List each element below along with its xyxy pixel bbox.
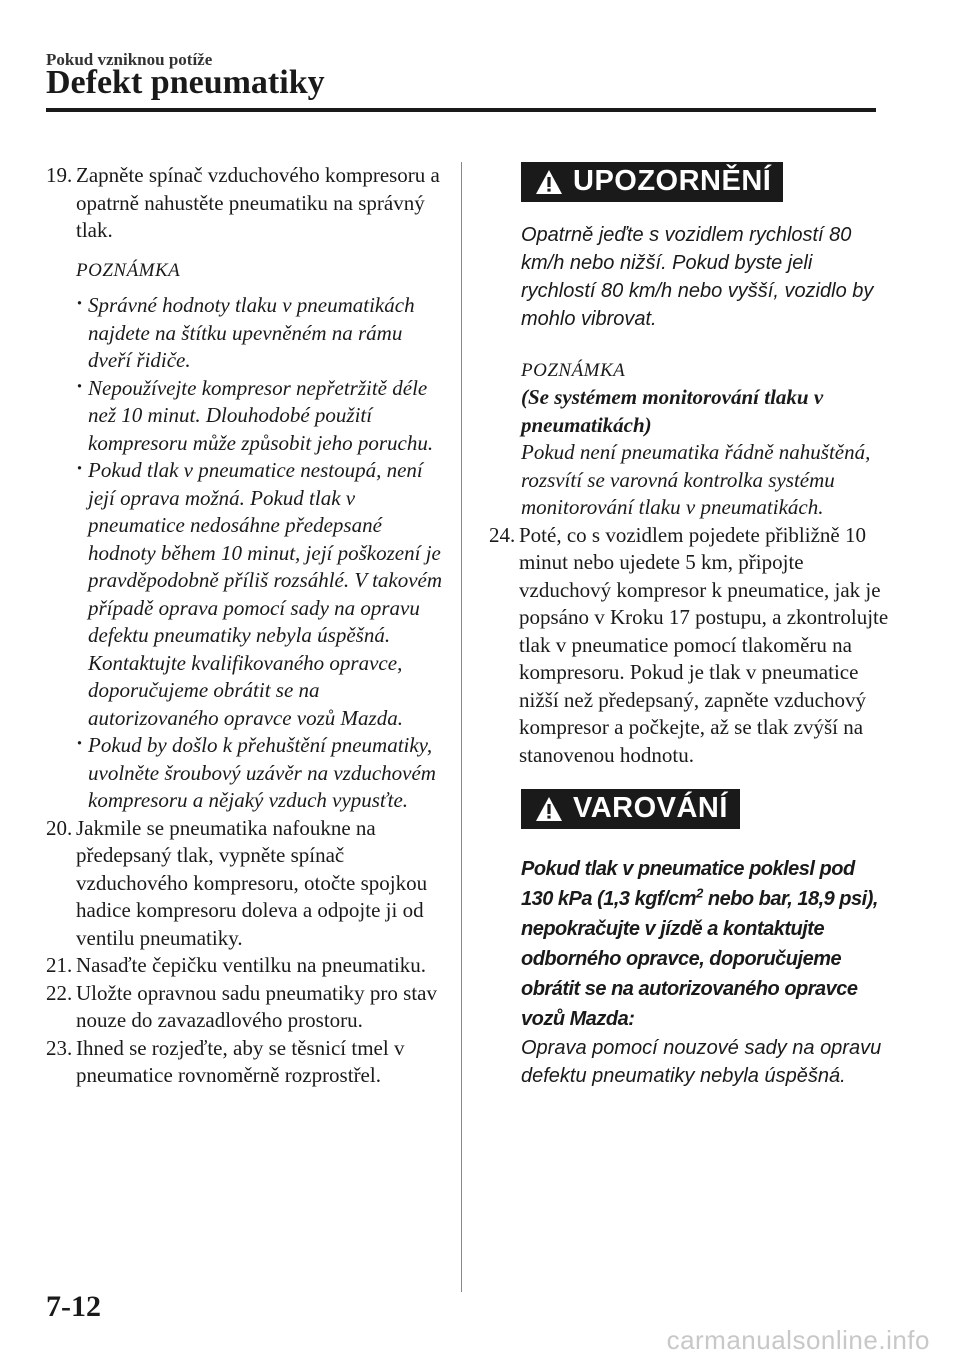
step-text: Ihned se rozjeďte, aby se těsnicí tmel v pneumatice rovnoměrně rozprostřel. bbox=[76, 1035, 405, 1087]
warning-superscript: 2 bbox=[696, 884, 703, 900]
step-text: Uložte opravnou sadu pneumatiky pro stav nouze do zavazadlového prostoru. bbox=[76, 980, 437, 1032]
warning-label: VAROVÁNÍ bbox=[573, 792, 728, 825]
step-text: Jakmile se pneumatika nafoukne na předepsaný tlak, vypněte spínač vzduchového kompresoru, otočte spojkou hadice kompresoru doleva a odpojte ji od ventilu pneumatiky. bbox=[76, 815, 428, 950]
warning-text: Oprava pomocí nouzové sady na opravu defektu pneumatiky nebyla úspěšná. bbox=[521, 1036, 882, 1087]
warning-triangle-icon bbox=[535, 169, 563, 195]
step-text: Poté, co s vozidlem pojedete přibližně 10 minut nebo ujedete 5 km, připojte vzduchový kompresor k pneumatice, jak je popsáno v Kroku 17 postupu, a zkontrolujte tlak v pneumatice pomocí tlakoměru na kompresoru. Pokud je tlak v pneumatice nižší než předepsaný, zapněte vzduchový kompresor a počkejte, až se tlak zvýší na stanovenou hodnotu. bbox=[519, 522, 889, 767]
note-block bbox=[46, 257, 444, 815]
step-20 bbox=[46, 815, 444, 953]
step-23 bbox=[46, 1035, 444, 1090]
step-number: 19. bbox=[46, 163, 73, 187]
warning-bold-part-b: nebo bar, 18,9 psi), nepokračujte v jízdě a kontaktujte odborného opravce, doporučujeme obrátit se na autorizovaného opravce vozů Mazda: bbox=[521, 887, 878, 1030]
warning-bold-part-a: Pokud tlak v pneumatice poklesl pod 130 kPa (1,3 kgf/cm bbox=[521, 857, 855, 910]
page-number: 7-12 bbox=[46, 1290, 101, 1323]
note-title: POZNÁMKA bbox=[521, 359, 626, 381]
caution-banner bbox=[521, 162, 783, 202]
step-19 bbox=[46, 162, 444, 245]
section-label: Pokud vzniknou potíže bbox=[46, 50, 213, 69]
column-divider bbox=[461, 162, 462, 1292]
note-title: POZNÁMKA bbox=[76, 259, 181, 281]
warning-bold-text bbox=[489, 854, 889, 1034]
step-21 bbox=[46, 952, 444, 980]
step-number: 20. bbox=[46, 815, 73, 840]
caution-label: UPOZORNĚNÍ bbox=[573, 165, 772, 198]
step-number: 22. bbox=[46, 980, 73, 1005]
step-number: 21. bbox=[46, 953, 73, 977]
note-list bbox=[76, 292, 444, 815]
warning-banner-wrap bbox=[521, 789, 889, 830]
note-item: · Správné hodnoty tlaku v pneumatikách najdete na štítku upevněném na rámu dveří řidiče. bbox=[76, 292, 444, 375]
header-divider bbox=[46, 108, 876, 112]
step-text: Zapněte spínač vzduchového kompresoru a opatrně nahustěte pneumatiku na správný tlak. bbox=[76, 163, 440, 242]
step-22 bbox=[46, 980, 444, 1035]
right-column bbox=[489, 162, 889, 1090]
note-item: · Nepoužívejte kompresor nepřetržitě déle než 10 minut. Dlouhodobé použití kompresoru může způsobit jeho poruchu. bbox=[76, 375, 444, 458]
step-24 bbox=[489, 522, 889, 770]
warning-banner bbox=[521, 789, 740, 829]
watermark: carmanualsonline.info bbox=[666, 1325, 930, 1355]
step-text: Nasaďte čepičku ventilku na pneumatiku. bbox=[76, 953, 427, 977]
note-item: · Pokud tlak v pneumatice nestoupá, není její oprava možná. Pokud tlak v pneumatice nedosáhne předepsané hodnoty během 10 minut, její poškození je pravděpodobně příliš rozsáhlé. V takovém případě oprava pomocí sady na opravu defektu pneumatiky nebyla úspěšná. Kontaktujte kvalifikovaného opravce, doporučujeme obrátit se na autorizovaného opravce vozů Mazda. bbox=[76, 457, 444, 732]
caution-banner-wrap bbox=[521, 162, 889, 203]
page-title: Defekt pneumatiky bbox=[46, 64, 325, 101]
step-number: 24. bbox=[489, 522, 516, 547]
note-item: · Pokud by došlo k přehuštění pneumatiky, uvolněte šroubový uzávěr na vzduchovém kompresoru a nějaký vzduch vypusťte. bbox=[76, 732, 444, 815]
caution-text: Opatrně jeďte s vozidlem rychlostí 80 km/h nebo nižší. Pokud byste jeli rychlostí 80 km/h nebo vyšší, vozidlo by mohlo vibrovat. bbox=[521, 223, 874, 330]
right-note-block bbox=[489, 357, 889, 522]
warning-triangle-icon bbox=[535, 796, 563, 822]
left-column bbox=[46, 162, 444, 1090]
step-number: 23. bbox=[46, 1035, 73, 1060]
note-subtitle: (Se systémem monitorování tlaku v pneumatikách) bbox=[521, 385, 824, 437]
note-body: Pokud není pneumatika řádně nahuštěná, rozsvítí se varovná kontrolka systému monitorování tlaku v pneumatikách. bbox=[521, 440, 871, 519]
